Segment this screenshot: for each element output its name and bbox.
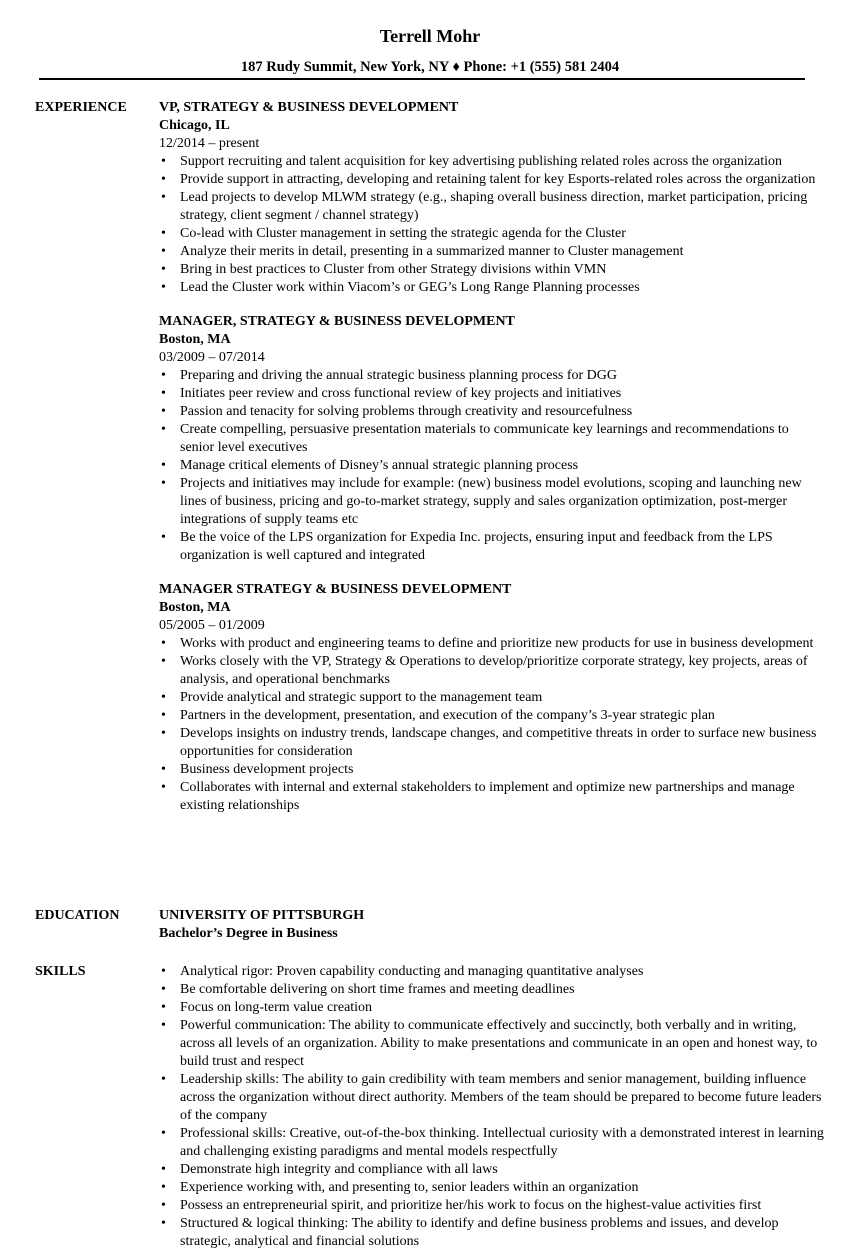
job-location: Boston, MA [159,600,231,615]
school-name: UNIVERSITY OF PITTSBURGH [159,908,365,923]
list-item: • Co-lead with Cluster management in setting the strategic agenda for the Cluster [161,226,626,241]
list-item: • Support recruiting and talent acquisition for key advertising publishing related roles across the organization [161,154,782,169]
list-item: • Passion and tenacity for solving problems through creativity and resourcefulness [161,404,633,419]
skills-section [35,963,825,1251]
job-title: MANAGER STRATEGY & BUSINESS DEVELOPMENT [159,582,512,597]
candidate-name: Terrell Mohr [379,26,481,46]
job-dates: 12/2014 – present [159,136,260,151]
skills-list [159,963,825,1251]
job-dates: 05/2005 – 01/2009 [159,618,265,633]
list-item: • Leadership skills: The ability to gain credibility with team members and senior management, building influence across the organization without direct authority. Members of the team should be prepared to become future leaders of the company [161,1072,822,1123]
list-item: • Create compelling, persuasive presentation materials to communicate key learnings and recommendations to senior level executives [161,422,789,455]
job-title: VP, STRATEGY & BUSINESS DEVELOPMENT [159,100,459,115]
section-title-experience: EXPERIENCE [35,100,127,115]
list-item: • Analyze their merits in detail, presenting in a summarized manner to Cluster management [161,244,684,259]
list-item: • Manage critical elements of Disney’s annual strategic planning process [161,458,579,473]
list-item: • Projects and initiatives may include for example: (new) business model evolutions, scoping and launching new lines of business, pricing and go-to-market strategy, supply and sales organization optimization, post-merger integrations of supply teams etc [161,476,802,527]
degree: Bachelor’s Degree in Business [159,926,338,941]
list-item: • Lead the Cluster work within Viacom’s or GEG’s Long Range Planning processes [161,280,640,295]
job-bullets [159,153,825,297]
list-item: • Works closely with the VP, Strategy & Operations to develop/prioritize corporate strategy, key projects, areas of analysis, and operational benchmarks [161,654,808,687]
list-item: • Possess an entrepreneurial spirit, and prioritize her/his work to focus on the highest-value activities first [161,1198,762,1213]
list-item: • Works with product and engineering teams to define and prioritize new products for use in business development [161,636,814,651]
job-entry [159,313,825,565]
list-item: • Provide analytical and strategic support to the management team [161,690,543,705]
list-item: • Initiates peer review and cross functional review of key projects and initiatives [161,386,622,401]
experience-section [35,99,825,831]
section-title-skills: SKILLS [35,964,86,979]
job-bullets [159,635,825,815]
list-item: • Structured & logical thinking: The ability to identify and define business problems and issues, and develop strategic, analytical and financial solutions [161,1216,779,1249]
job-location: Chicago, IL [159,118,230,133]
section-title-education: EDUCATION [35,908,120,923]
list-item: • Lead projects to develop MLWM strategy (e.g., shaping overall business direction, market participation, pricing strategy, client segment / channel strategy) [161,190,808,223]
job-entry [159,99,825,297]
job-entry [159,581,825,815]
list-item: • Be comfortable delivering on short time frames and meeting deadlines [161,982,575,997]
list-item: • Experience working with, and presenting to, senior leaders within an organization [161,1180,639,1195]
job-bullets [159,367,825,565]
list-item: • Bring in best practices to Cluster from other Strategy divisions within VMN [161,262,607,277]
list-item: • Focus on long-term value creation [161,1000,373,1015]
list-item: • Demonstrate high integrity and compliance with all laws [161,1162,498,1177]
job-title: MANAGER, STRATEGY & BUSINESS DEVELOPMENT [159,314,515,329]
list-item: • Business development projects [161,762,354,777]
list-item: • Analytical rigor: Proven capability conducting and managing quantitative analyses [161,964,644,979]
contact-line: 187 Rudy Summit, New York, NY ♦ Phone: +1 (555) 581 2404 [240,59,620,75]
list-item: • Develops insights on industry trends, landscape changes, and competitive threats in order to surface new business opportunities for consideration [161,726,817,759]
list-item: • Partners in the development, presentation, and execution of the company’s 3-year strategic plan [161,708,715,723]
list-item: • Preparing and driving the annual strategic business planning process for DGG [161,368,618,383]
header-divider [39,78,805,80]
job-dates: 03/2009 – 07/2014 [159,350,265,365]
list-item: • Be the voice of the LPS organization for Expedia Inc. projects, ensuring input and feedback from the LPS organization is well captured and integrated [161,530,773,563]
education-section [35,907,825,943]
list-item: • Professional skills: Creative, out-of-the-box thinking. Intellectual curiosity with a demonstrated interest in learning and challenging existing paradigms and mental models respectfully [161,1126,824,1159]
list-item: • Provide support in attracting, developing and retaining talent for key Esports-related roles across the organization [161,172,816,187]
job-location: Boston, MA [159,332,231,347]
list-item: • Powerful communication: The ability to communicate effectively and succinctly, both verbally and in writing, across all levels of an organization. Ability to make presentations and communicate in an open and honest way, to build trust and respect [161,1018,818,1069]
list-item: • Collaborates with internal and external stakeholders to implement and optimize new partnerships and manage existing relationships [161,780,795,813]
